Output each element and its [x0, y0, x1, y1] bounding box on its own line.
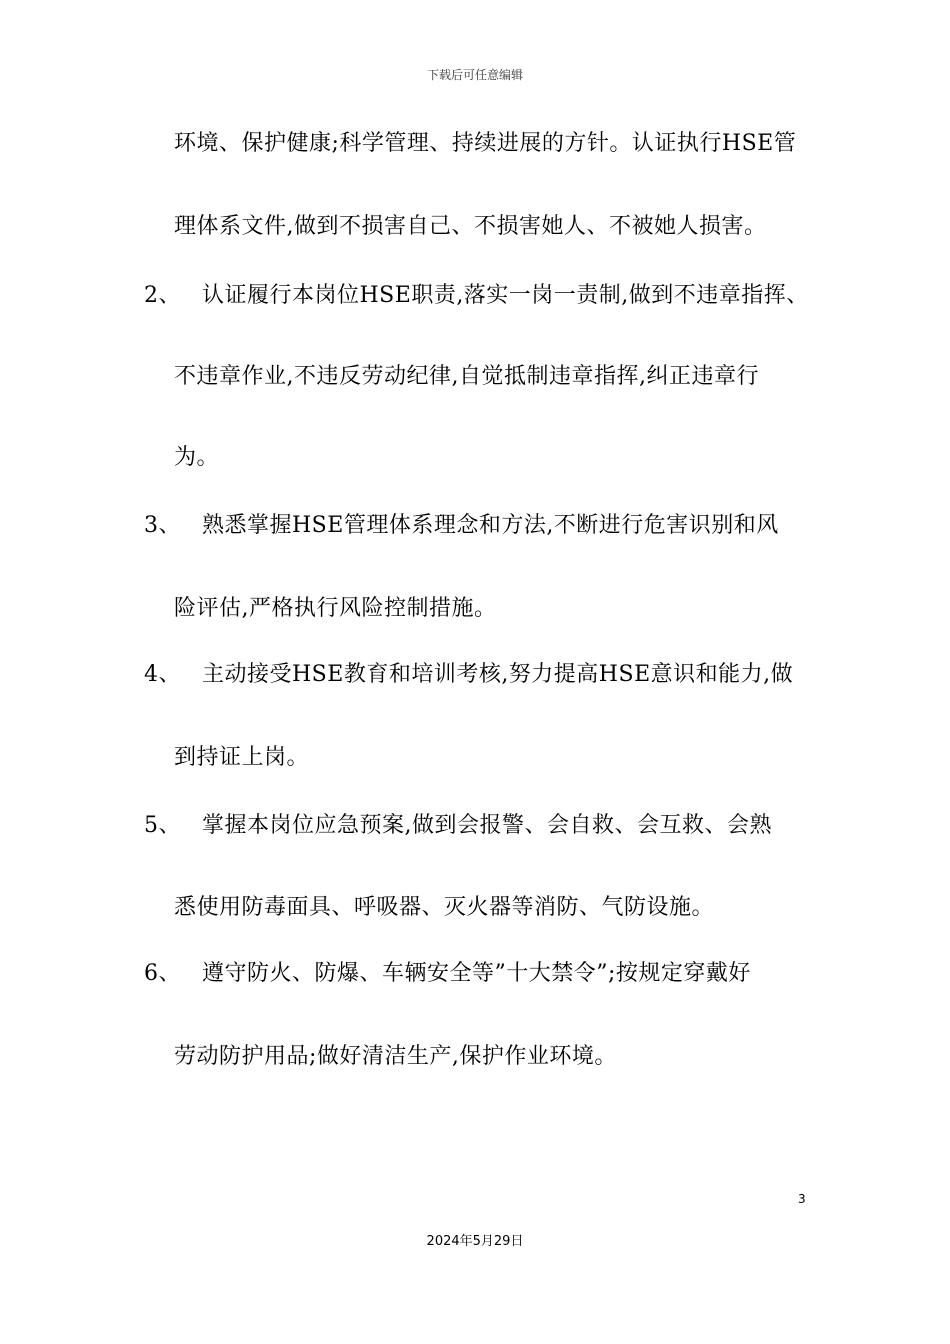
body-line: 不违章作业,不违反劳动纪律,自觉抵制违章指挥,纠正违章行 — [174, 364, 759, 389]
list-number: 3、 — [144, 513, 181, 538]
body-line: 险评估,严格执行风险控制措施。 — [174, 596, 497, 621]
list-number: 4、 — [144, 662, 181, 687]
body-line: 环境、保护健康;科学管理、持续进展的方针。认证执行HSE管 — [174, 131, 797, 156]
list-number: 6、 — [144, 961, 181, 986]
list-item-text: 掌握本岗位应急预案,做到会报警、会自救、会互救、会熟 — [202, 813, 772, 838]
footer-date: 2024年5月29日 — [426, 1234, 524, 1249]
list-item-5 — [144, 815, 772, 837]
body-line: 劳动防护用品;做好清洁生产,保护作业环境。 — [174, 1044, 617, 1069]
list-number: 5、 — [144, 813, 181, 838]
list-number: 2、 — [144, 283, 181, 308]
body-line: 为。 — [174, 445, 220, 470]
list-item-3 — [144, 515, 779, 537]
list-item-text: 熟悉掌握HSE管理体系理念和方法,不断进行危害识别和风 — [202, 513, 779, 538]
list-item-text: 主动接受HSE教育和培训考核,努力提高HSE意识和能力,做 — [202, 662, 794, 687]
body-line: 悉使用防毒面具、呼吸器、灭火器等消防、气防设施。 — [174, 895, 715, 920]
list-item-2 — [144, 285, 809, 307]
body-line: 到持证上岗。 — [174, 745, 310, 770]
page-header: 下载后可任意编辑 — [426, 68, 523, 82]
list-item-4 — [144, 664, 793, 686]
list-item-text: 遵守防火、防爆、车辆安全等”十大禁令”;按规定穿戴好 — [202, 961, 751, 986]
list-item-text: 认证履行本岗位HSE职责,落实一岗一责制,做到不违章指挥、 — [202, 283, 809, 308]
page-number: 3 — [798, 1192, 806, 1206]
list-item-6 — [144, 963, 751, 985]
body-line: 理体系文件,做到不损害自己、不损害她人、不被她人损害。 — [174, 214, 767, 239]
